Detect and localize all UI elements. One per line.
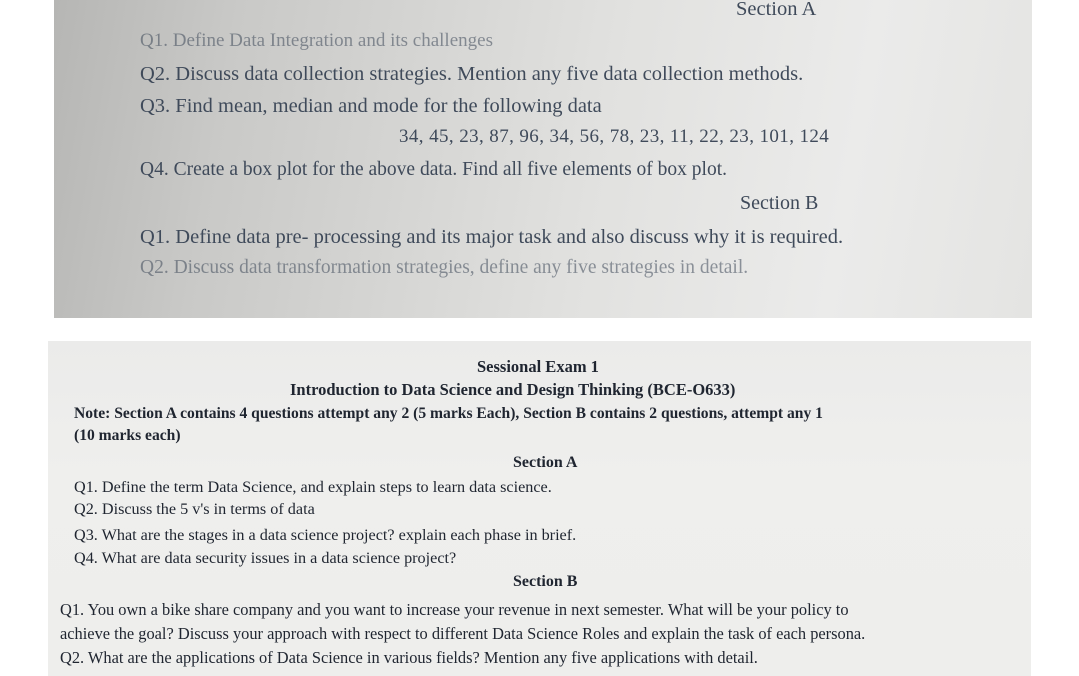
exam-note: Note: Section A contains 4 questions attempt any 2 (5 marks Each), Section B contains 2 questions, attempt any 1 xyxy=(74,405,823,422)
top-exam-paper-photo xyxy=(54,0,1032,318)
question-a3: Q3. What are the stages in a data science project? explain each phase in brief. xyxy=(74,526,577,544)
exam-title: Sessional Exam 1 xyxy=(477,357,599,376)
question-a2: Q2. Discuss the 5 v's in terms of data xyxy=(74,500,315,518)
question-b2: Q2. What are the applications of Data Science in various fields? Mention any five applications with detail. xyxy=(60,648,758,667)
section-b-heading: Section B xyxy=(740,192,819,214)
question-a1: Q1. Define the term Data Science, and explain steps to learn data science. xyxy=(74,478,552,496)
section-a-heading: Section A xyxy=(513,454,578,471)
question-a2: Q2. Discuss data collection strategies. Mention any five data collection methods. xyxy=(140,63,804,85)
question-b1-continued: achieve the goal? Discuss your approach with respect to different Data Science Roles and explain the task of each persona. xyxy=(60,624,866,643)
question-a1: Q1. Define Data Integration and its challenges xyxy=(140,30,493,51)
question-a4: Q4. Create a box plot for the above data. Find all five elements of box plot. xyxy=(140,159,728,180)
question-a3-data: 34, 45, 23, 87, 96, 34, 56, 78, 23, 11, 22, 23, 101, 124 xyxy=(399,126,830,147)
question-b1: Q1. Define data pre- processing and its major task and also discuss why it is required. xyxy=(140,226,844,248)
course-title: Introduction to Data Science and Design Thinking (BCE-O633) xyxy=(290,380,736,399)
question-a4: Q4. What are data security issues in a data science project? xyxy=(74,549,457,567)
question-b1: Q1. You own a bike share company and you want to increase your revenue in next semester. What will be your policy to xyxy=(60,600,849,619)
section-b-heading: Section B xyxy=(513,573,578,590)
question-b2: Q2. Discuss data transformation strategies, define any five strategies in detail. xyxy=(140,257,749,278)
exam-note-continued: (10 marks each) xyxy=(74,427,181,444)
question-a3: Q3. Find mean, median and mode for the following data xyxy=(140,95,602,117)
section-a-heading: Section A xyxy=(736,0,817,20)
bottom-exam-paper-photo xyxy=(48,341,1031,676)
